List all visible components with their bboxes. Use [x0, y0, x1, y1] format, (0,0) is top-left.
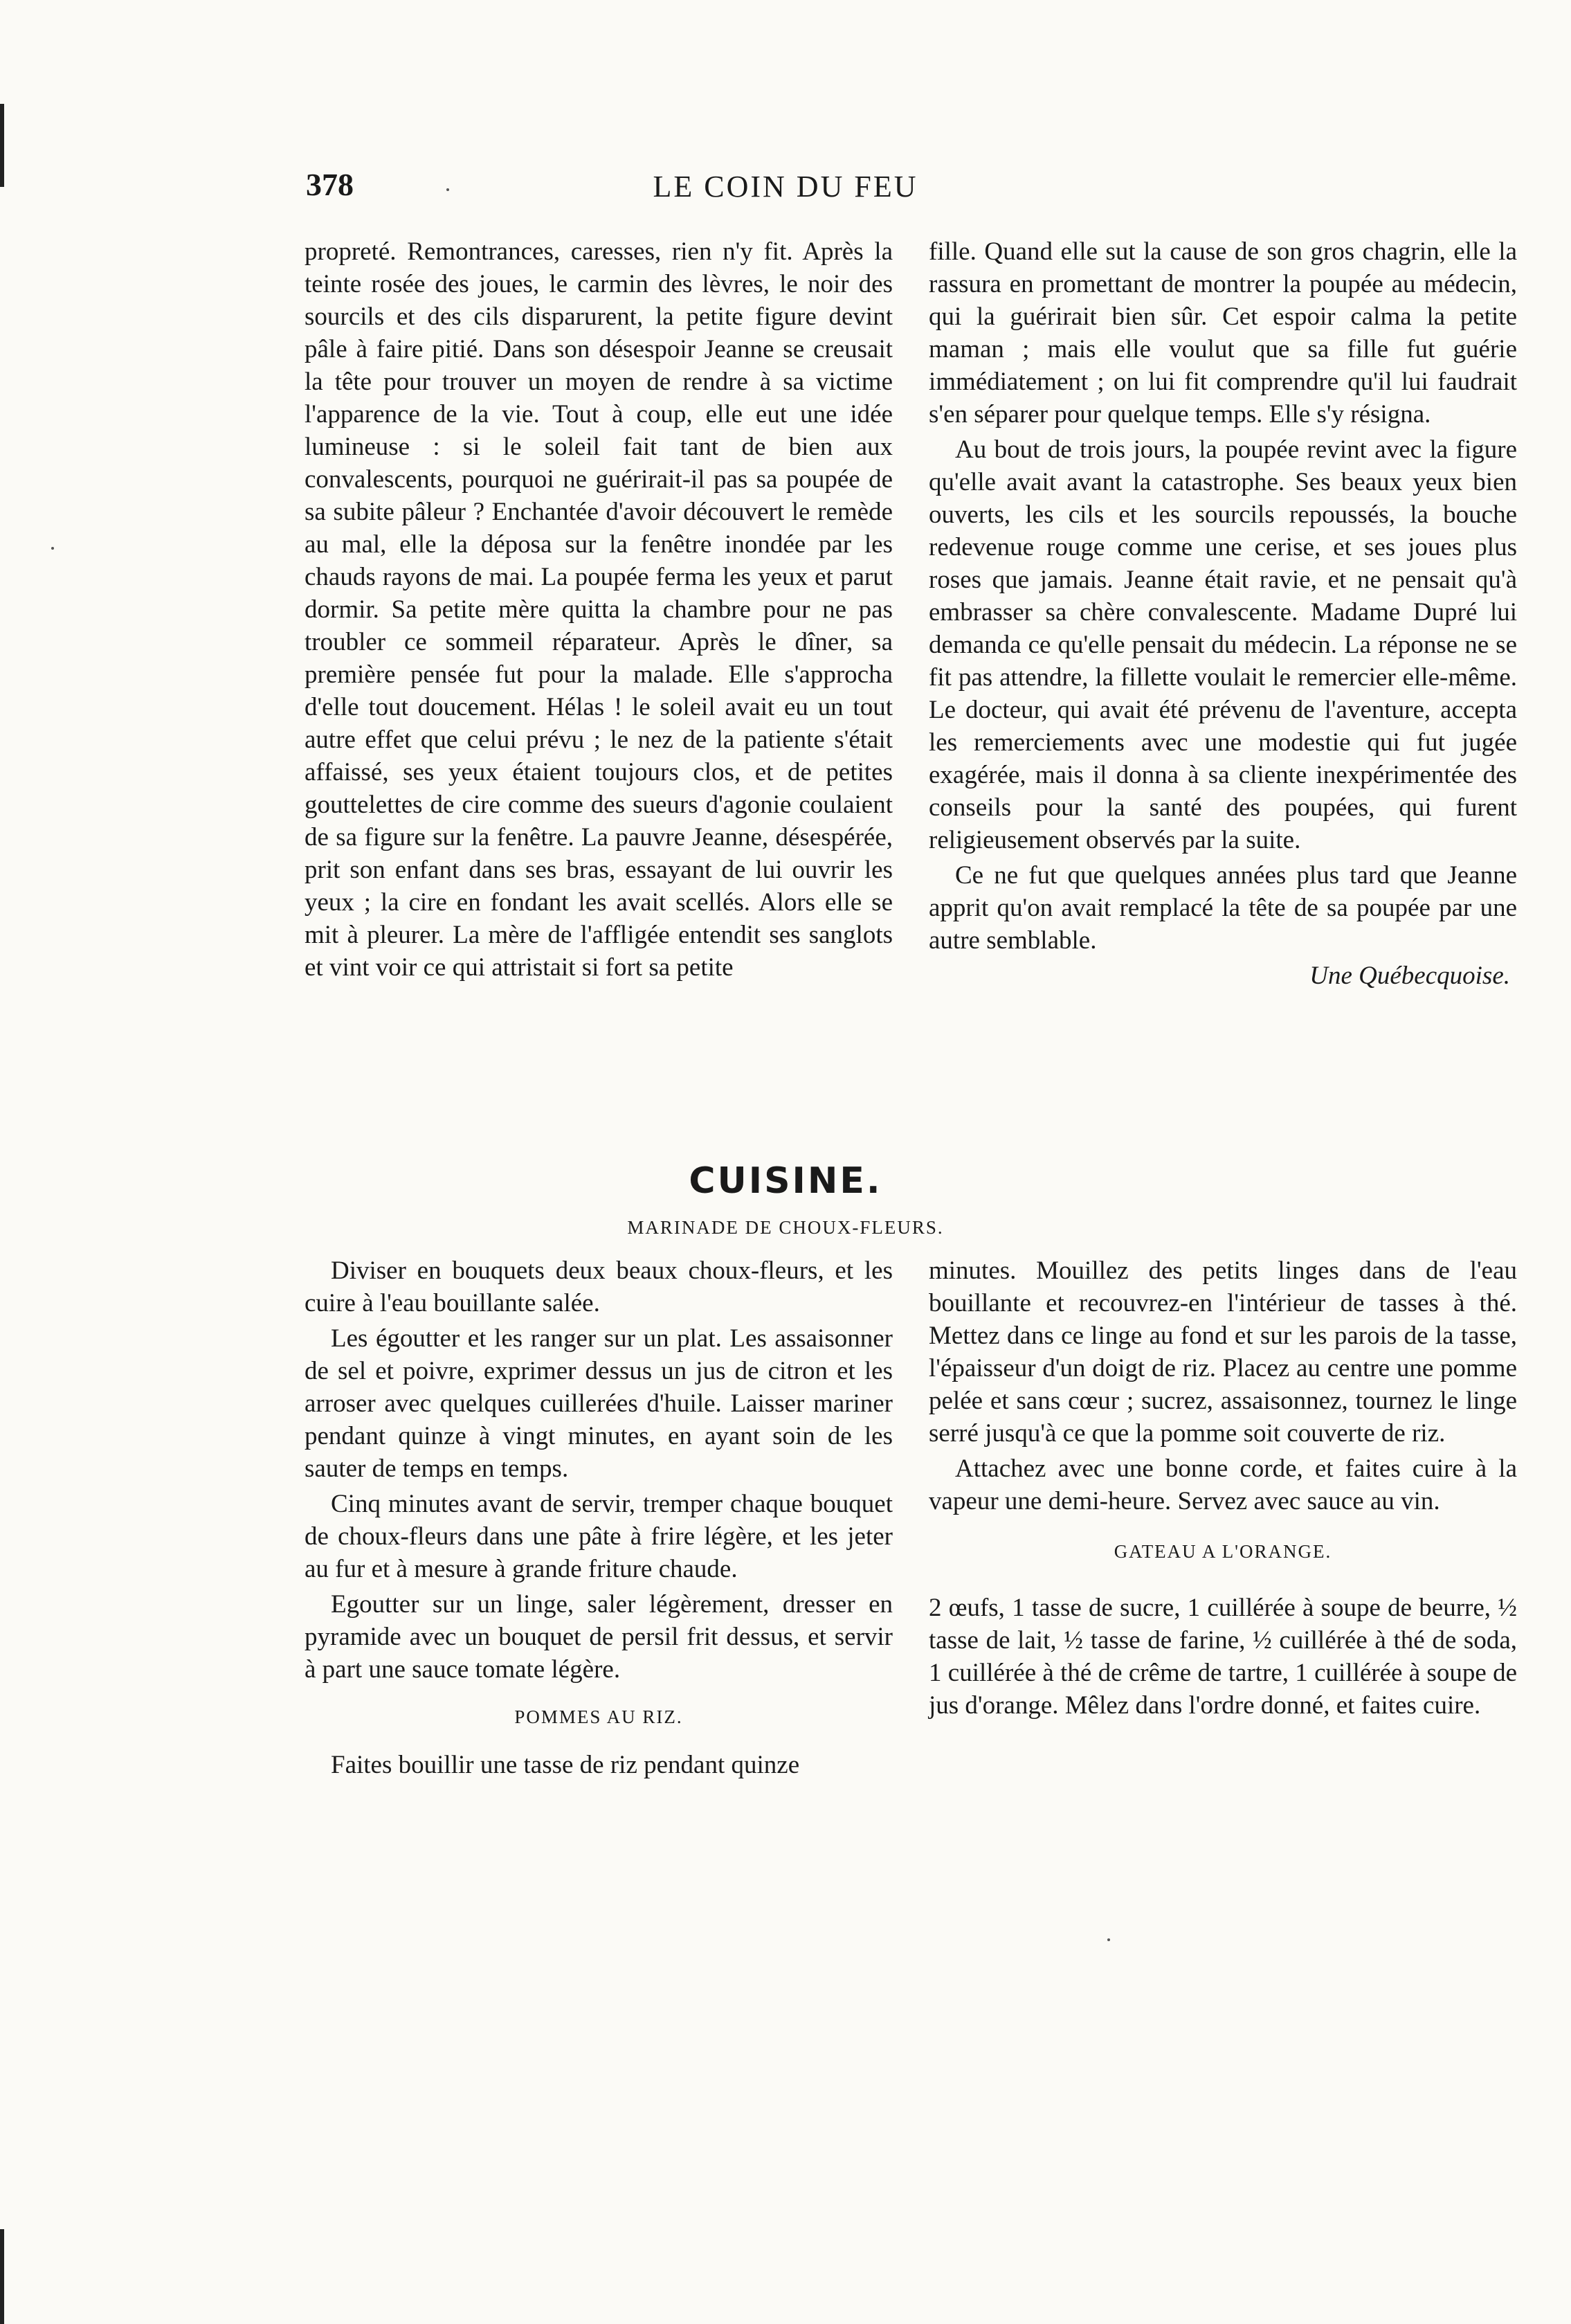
scan-edge-mark-bottom: [0, 2229, 4, 2324]
story-paragraph: Au bout de trois jours, la poupée revint avec la figure qu'elle avait avant la catastrophe. Ses beaux yeux bien ouverts, les cils et les sourcils repoussés, la bouche redevenue rouge comme une cerise, et ses joues plus roses que jamais. Jeanne était ravie, et ne pensait qu'à embrasser sa chère convalescente. Madame Dupré lui demanda ce qu'elle pensait du médecin. La réponse ne se fit pas attendre, la fillette voulait le remercier elle-même. Le docteur, qui avait été prévenu de l'aventure, accepta les remerciements avec une modestie qui fut jugée exagérée, mais il donna à sa cliente inexpérimentée des conseils pour la santé des poupées, qui furent religieusement observés par la suite.: [929, 435, 1517, 854]
recipe-title-marinade: MARINADE DE CHOUX-FLEURS.: [627, 1217, 944, 1238]
story-signature: Une Québecquoise.: [1309, 962, 1510, 990]
recipe-title-pommes: POMMES AU RIZ.: [514, 1706, 683, 1727]
scan-speck: [1107, 1938, 1110, 1941]
scan-speck: [51, 547, 54, 550]
page-number: 378: [306, 167, 354, 202]
recipe-paragraph: Diviser en bouquets deux beaux choux-fleurs, et les cuire à l'eau bouillante salée.: [305, 1256, 893, 1317]
recipe-paragraph: Egoutter sur un linge, saler légèrement, dresser en pyramide avec un bouquet de persil frit dessus, et servir à part une sauce tomate légère.: [305, 1590, 893, 1684]
recipe-paragraph: Faites bouillir une tasse de riz pendant quinze: [331, 1751, 800, 1779]
recipe-paragraph: 2 œufs, 1 tasse de sucre, 1 cuillérée à soupe de beurre, ½ tasse de lait, ½ tasse de farine, ½ cuillérée à thé de soda, 1 cuillérée à thé de crême de tartre, 1 cuillérée à soupe de jus d'orange. Mêlez dans l'ordre donné, et faites cuire.: [929, 1594, 1517, 1720]
story-paragraph: propreté. Remontrances, caresses, rien n'y fit. Après la teinte rosée des joues, le carmin des lèvres, le noir des sourcils et des cils disparurent, la petite figure devint pâle à faire pitié. Dans son désespoir Jeanne se creusait la tête pour trouver un moyen de rendre à sa victime l'apparence de la vie. Tout à coup, elle eut une idée lumineuse : si le soleil fait tant de bien aux convalescents, pourquoi ne guérirait-il pas sa poupée de sa subite pâleur ? Enchantée d'avoir découvert le remède au mal, elle la déposa sur la fenêtre inondée par les chauds rayons de mai. La poupée ferma les yeux et parut dormir. Sa petite mère quitta la chambre pour ne pas troubler ce sommeil réparateur. Après le dîner, sa première pensée fut pour la malade. Elle s'approcha d'elle tout doucement. Hélas ! le soleil avait eu un tout autre effet que celui prévu ; le nez de la patiente s'était affaissé, ses yeux étaient toujours clos, et de petites gouttelettes de cire comme des sueurs d'agonie coulaient de sa figure sur la fenêtre. La pauvre Jeanne, désespérée, prit son enfant dans ses bras, essayant de lui ouvrir les yeux ; la cire en fondant les avait scellés. Alors elle se mit à pleurer. La mère de l'affligée entendit ses sanglots et vint voir ce qui attristait si fort sa petite: [305, 237, 893, 982]
recipes-left-column: [305, 1254, 893, 1781]
recipe-paragraph: Attachez avec une bonne corde, et faites cuire à la vapeur une demi-heure. Servez avec sauce au vin.: [929, 1454, 1517, 1515]
story-left-column: [305, 235, 893, 984]
recipe-paragraph: minutes. Mouillez des petits linges dans de l'eau bouillante et recouvrez-en l'intérieur de tasses à thé. Mettez dans ce linge au fond et sur les parois de la tasse, l'épaisseur d'un doigt de riz. Placez au centre une pomme pelée et sans cœur ; sucrez, assaisonnez, tournez le linge serré jusqu'à ce que la pomme soit couverte de riz.: [929, 1256, 1517, 1448]
recipe-paragraph: Cinq minutes avant de servir, tremper chaque bouquet de choux-fleurs dans une pâte à frire légère, et les jeter au fur et à mesure à grande friture chaude.: [305, 1490, 893, 1583]
running-title: LE COIN DU FEU: [653, 170, 918, 204]
story-paragraph: fille. Quand elle sut la cause de son gros chagrin, elle la rassura en promettant de montrer la poupée au médecin, qui la guérirait bien sûr. Cet espoir calma la petite maman ; mais elle voulut que sa fille fut guérie immédiatement ; on lui fit comprendre qu'il lui faudrait s'en séparer pour quelque temps. Elle s'y résigna.: [929, 237, 1517, 429]
story-paragraph: Ce ne fut que quelques années plus tard que Jeanne apprit qu'on avait remplacé la tête de sa poupée par une autre semblable.: [929, 861, 1517, 955]
cuisine-section-title: CUISINE.: [689, 1160, 882, 1202]
recipe-title-gateau: GATEAU A L'ORANGE.: [1114, 1541, 1332, 1562]
story-right-column: [929, 235, 1517, 992]
recipes-right-column: [929, 1254, 1517, 1722]
recipe-paragraph: Les égoutter et les ranger sur un plat. Les assaisonner de sel et poivre, exprimer dessus un jus de citron et les arroser avec quelques cuillerées d'huile. Laisser mariner pendant quinze à vingt minutes, en ayant soin de les sauter de temps en temps.: [305, 1324, 893, 1483]
